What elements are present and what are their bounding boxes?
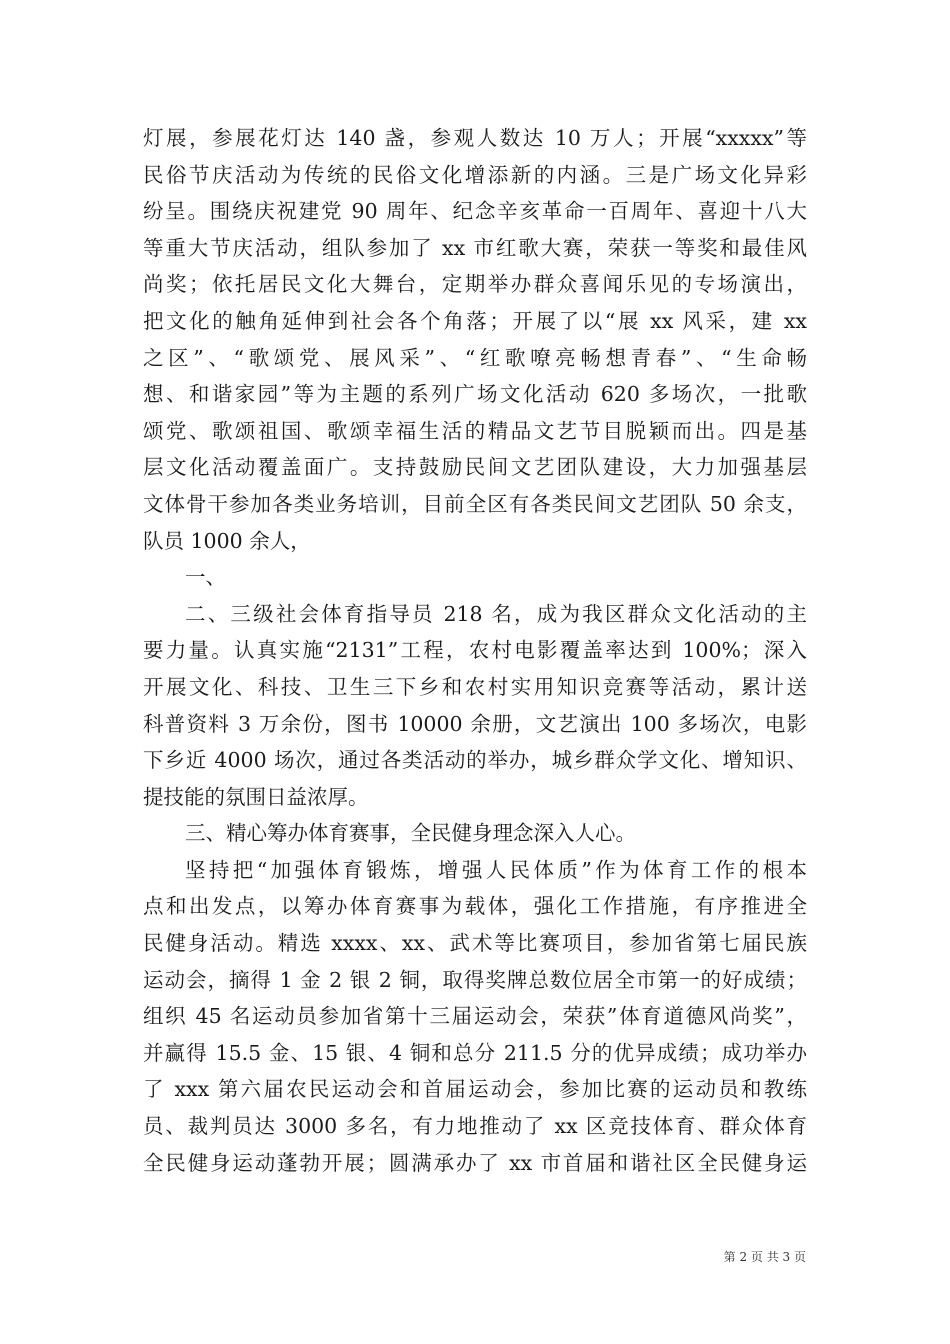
text-line: 尚奖；依托居民文化大舞台，定期举办群众喜闻乐见的专场演出， [143, 272, 807, 297]
text-line: 下乡近 4000 场次，通过各类活动的举办，城乡群众学文化、增知识、 [143, 748, 807, 773]
text-line: 颂党、歌颂祖国、歌颂幸福生活的精品文艺节目脱颖而出。四是基 [143, 418, 807, 443]
text-line: 等重大节庆活动，组队参加了 xx 市红歌大赛，荣获一等奖和最佳风 [143, 235, 807, 260]
document-body [143, 120, 807, 1181]
text-line: 层文化活动覆盖面广。支持鼓励民间文艺团队建设，大力加强基层 [143, 455, 807, 480]
text-line: 全民健身运动蓬勃开展；圆满承办了 xx 市首届和谐社区全民健身运 [143, 1150, 807, 1175]
text-line: 了 xxx 第六届农民运动会和首届运动会，参加比赛的运动员和教练 [143, 1077, 807, 1102]
text-line: 民健身活动。精选 xxxx、xx、武术等比赛项目，参加省第七届民族 [143, 931, 807, 956]
text-line: 纷呈。围绕庆祝建党 90 周年、纪念辛亥革命一百周年、喜迎十八大 [143, 199, 807, 224]
text-line: 开展文化、科技、卫生三下乡和农村实用知识竞赛等活动，累计送 [143, 674, 807, 699]
text-line: 要力量。认真实施“2131”工程，农村电影覆盖率达到 100%；深入 [143, 638, 807, 663]
text-line: 组织 45 名运动员参加省第十三届运动会，荣获”体育道德风尚奖”， [143, 1004, 807, 1029]
text-line: 员、裁判员达 3000 多名，有力地推动了 xx 区竞技体育、群众体育 [143, 1114, 807, 1139]
text-line: 并赢得 15.5 金、15 银、4 铜和总分 211.5 分的优异成绩；成功举办 [143, 1040, 807, 1065]
text-line: 一、 [185, 565, 226, 590]
text-line: 坚持把“加强体育锻炼，增强人民体质”作为体育工作的根本 [185, 857, 807, 882]
text-line: 文体骨干参加各类业务培训，目前全区有各类民间文艺团队 50 余支， [143, 491, 807, 516]
text-line: 运动会，摘得 1 金 2 银 2 铜，取得奖牌总数位居全市第一的好成绩； [143, 967, 807, 992]
text-line: 二、三级社会体育指导员 218 名，成为我区群众文化活动的主 [185, 601, 807, 626]
text-line: 想、和谐家园”等为主题的系列广场文化活动 620 多场次，一批歌 [143, 382, 807, 407]
text-line: 队员 1000 余人， [143, 528, 311, 553]
text-line: 民俗节庆活动为传统的民俗文化增添新的内涵。三是广场文化异彩 [143, 162, 807, 187]
text-line: 灯展，参展花灯达 140 盏，参观人数达 10 万人；开展“xxxxx”等 [143, 126, 807, 150]
text-line: 之区”、“歌颂党、展风采”、“红歌嘹亮畅想青春”、“生命畅 [143, 345, 807, 370]
text-line: 提技能的氛围日益浓厚。 [143, 784, 369, 809]
page-number: 第 2 页 共 3 页 [723, 1250, 806, 1264]
text-line: 把文化的触角延伸到社会各个角落；开展了以“展 xx 风采，建 xx [143, 308, 807, 333]
text-line: 三、精心筹办体育赛事，全民健身理念深入人心。 [185, 821, 636, 846]
text-line: 点和出发点，以筹办体育赛事为载体，强化工作措施，有序推进全 [143, 894, 807, 919]
text-line: 科普资料 3 万余份，图书 10000 余册，文艺演出 100 多场次，电影 [143, 711, 807, 736]
